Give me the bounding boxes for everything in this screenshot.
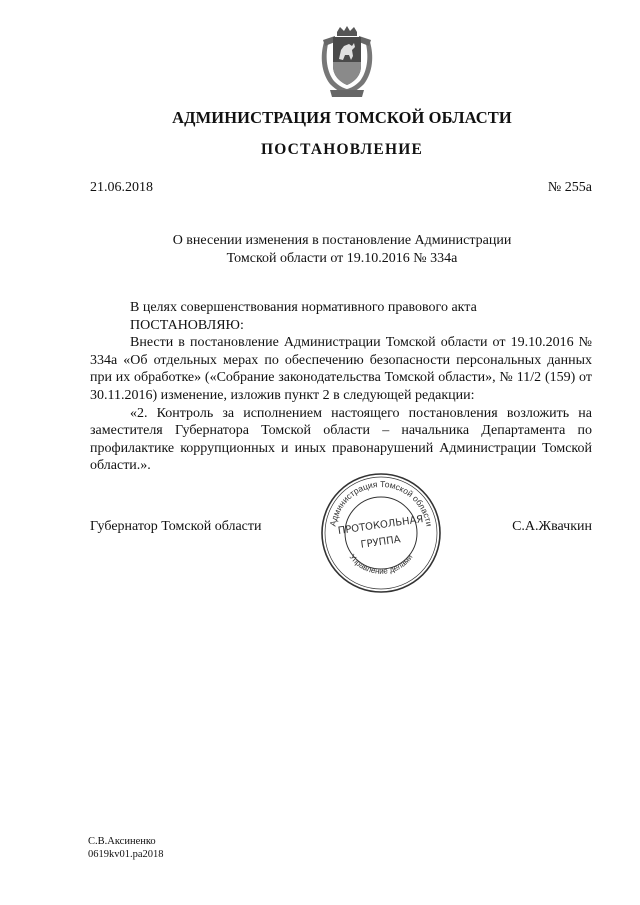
signatory-name: С.А.Жвачкин <box>512 519 592 534</box>
document-type: ПОСТАНОВЛЕНИЕ <box>260 141 424 158</box>
subject-line-1: О внесении изменения в постановление Администрации <box>172 233 512 248</box>
stamp-center-line-2: ГРУППА <box>360 534 402 551</box>
document-number: № 255а <box>547 180 592 195</box>
stamp-bottom-text: Управление делами <box>347 552 415 576</box>
document-subject <box>150 232 534 268</box>
paragraph-1: Внести в постановление Администрации Томской области от 19.10.2016 № 334а «Об отдельных мерах по обеспечению безопасности персональных данных при их обработке» («Собрание законодательства Томской области», № 11/2 (159) от 30.11.2016) изменение, изложив пункт 2 в следующей редакции: <box>90 335 592 403</box>
stamp-center-line-1: ПРОТОКОЛЬНАЯ <box>337 514 425 537</box>
organization-title: АДМИНИСТРАЦИЯ ТОМСКОЙ ОБЛАСТИ <box>172 108 512 127</box>
footer-code: 0619kv01.pa2018 <box>88 849 164 860</box>
coat-of-arms-emblem <box>318 26 376 100</box>
subject-line-2: Томской области от 19.10.2016 № 334а <box>226 251 458 266</box>
signatory-title: Губернатор Томской области <box>90 519 262 534</box>
paragraph-2: «2. Контроль за исполнением настоящего постановления возложить на заместителя Губернатора Томской области – начальника Департамента по профилактике коррупционных и иных правонарушений Администрации Томской области.». <box>90 405 592 474</box>
document-body <box>90 299 592 475</box>
preamble: В целях совершенствования нормативного правового акта <box>130 300 477 315</box>
round-stamp <box>318 470 444 596</box>
stamp-ring-text: Администрация Томской области <box>327 478 435 528</box>
footer-author: С.В.Аксиненко <box>88 836 156 847</box>
document-date: 21.06.2018 <box>90 180 153 195</box>
footer-info <box>88 835 164 861</box>
resolve-word: ПОСТАНОВЛЯЮ: <box>130 317 244 333</box>
